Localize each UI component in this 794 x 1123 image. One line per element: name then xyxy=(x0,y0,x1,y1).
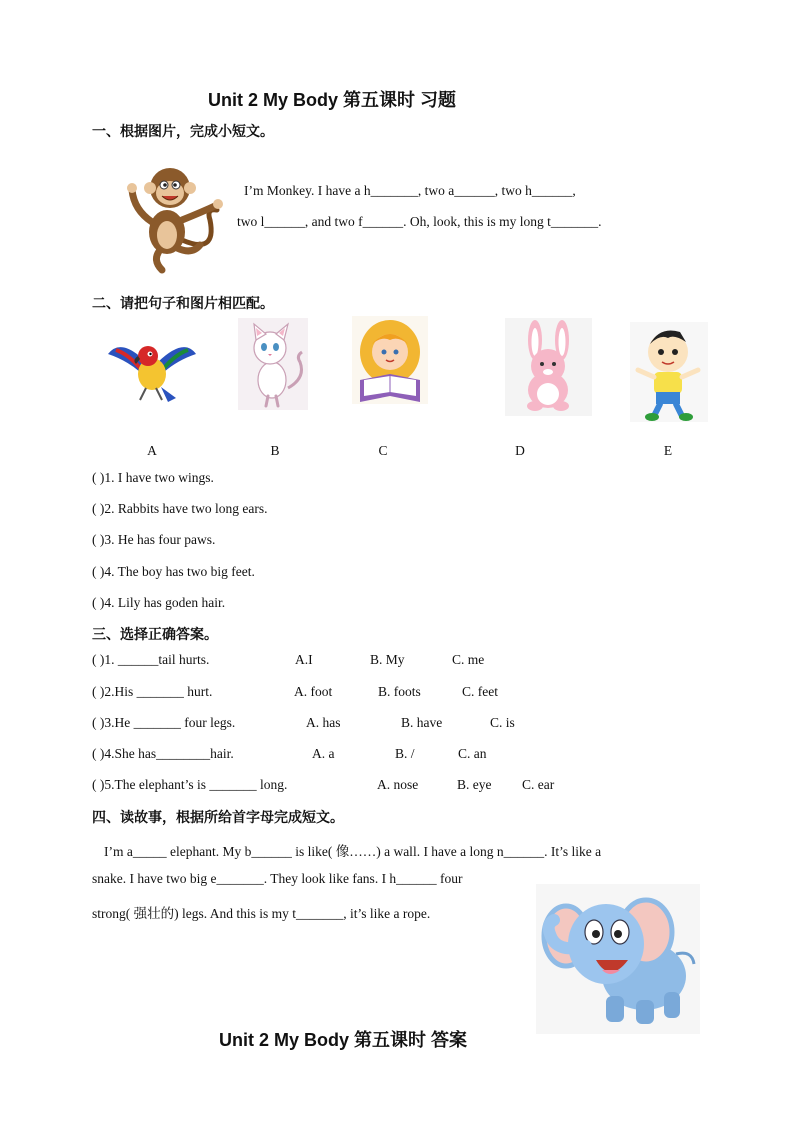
option-a: A. a xyxy=(312,746,335,761)
section2-heading: 二、请把句子和图片相匹配。 xyxy=(92,295,274,311)
match-item-5: ( )4. Lily has goden hair. xyxy=(92,595,226,610)
boy-image xyxy=(630,322,708,422)
option-a: A.I xyxy=(295,652,313,667)
match-item-3: ( )3. He has four paws. xyxy=(92,532,216,547)
question-text: ( )2.His _______ hurt. xyxy=(92,684,213,699)
section3-heading: 三、选择正确答案。 xyxy=(92,626,218,642)
option-c: C. is xyxy=(490,715,515,730)
option-a: A. foot xyxy=(294,684,333,699)
section1-line-2: two l______, and two f______. Oh, look, this is my long t_______. xyxy=(237,214,602,229)
option-c: C. ear xyxy=(522,777,555,792)
option-a: A. nose xyxy=(377,777,419,792)
label-e: E xyxy=(663,443,673,458)
option-b: B. have xyxy=(401,715,443,730)
option-c: C. an xyxy=(458,746,487,761)
section1-heading: 一、根据图片，完成小短文。 xyxy=(92,123,274,139)
label-c: C xyxy=(378,443,388,458)
story-line-2: snake. I have two big e_______. They look like fans. I h______ four xyxy=(92,871,463,886)
question-text: ( )1. ______tail hurts. xyxy=(92,652,210,667)
match-item-4: ( )4. The boy has two big feet. xyxy=(92,564,255,579)
story-line-3: strong( 强壮的) legs. And this is my t_______, it’s like a rope. xyxy=(92,906,431,921)
match-item-1: ( )1. I have two wings. xyxy=(92,470,214,485)
rabbit-image xyxy=(505,318,592,416)
parrot-image xyxy=(106,332,198,404)
page-title: Unit 2 My Body 第五课时 习题 xyxy=(208,90,457,110)
option-b: B. My xyxy=(370,652,405,667)
option-c: C. feet xyxy=(462,684,498,699)
option-b: B. eye xyxy=(457,777,492,792)
section4-heading: 四、读故事，根据所给首字母完成短文。 xyxy=(92,809,344,825)
girl-reading-image xyxy=(352,316,428,404)
option-b: B. foots xyxy=(378,684,421,699)
monkey-image xyxy=(122,160,227,275)
question-text: ( )4.She has________hair. xyxy=(92,746,234,761)
label-a: A xyxy=(147,443,157,458)
section1-line-1: I’m Monkey. I have a h_______, two a______, two h______, xyxy=(244,183,576,198)
story-line-1: I’m a_____ elephant. My b______ is like( 像……) a wall. I have a long n______. It’s like a xyxy=(104,844,602,859)
option-a: A. has xyxy=(306,715,341,730)
elephant-image xyxy=(536,884,700,1034)
cat-image xyxy=(238,318,308,410)
label-d: D xyxy=(515,443,525,458)
label-b: B xyxy=(270,443,280,458)
option-c: C. me xyxy=(452,652,485,667)
match-item-2: ( )2. Rabbits have two long ears. xyxy=(92,501,268,516)
question-text: ( )5.The elephant’s is _______ long. xyxy=(92,777,288,792)
answer-title: Unit 2 My Body 第五课时 答案 xyxy=(219,1030,468,1050)
option-b: B. / xyxy=(395,746,415,761)
question-text: ( )3.He _______ four legs. xyxy=(92,715,236,730)
